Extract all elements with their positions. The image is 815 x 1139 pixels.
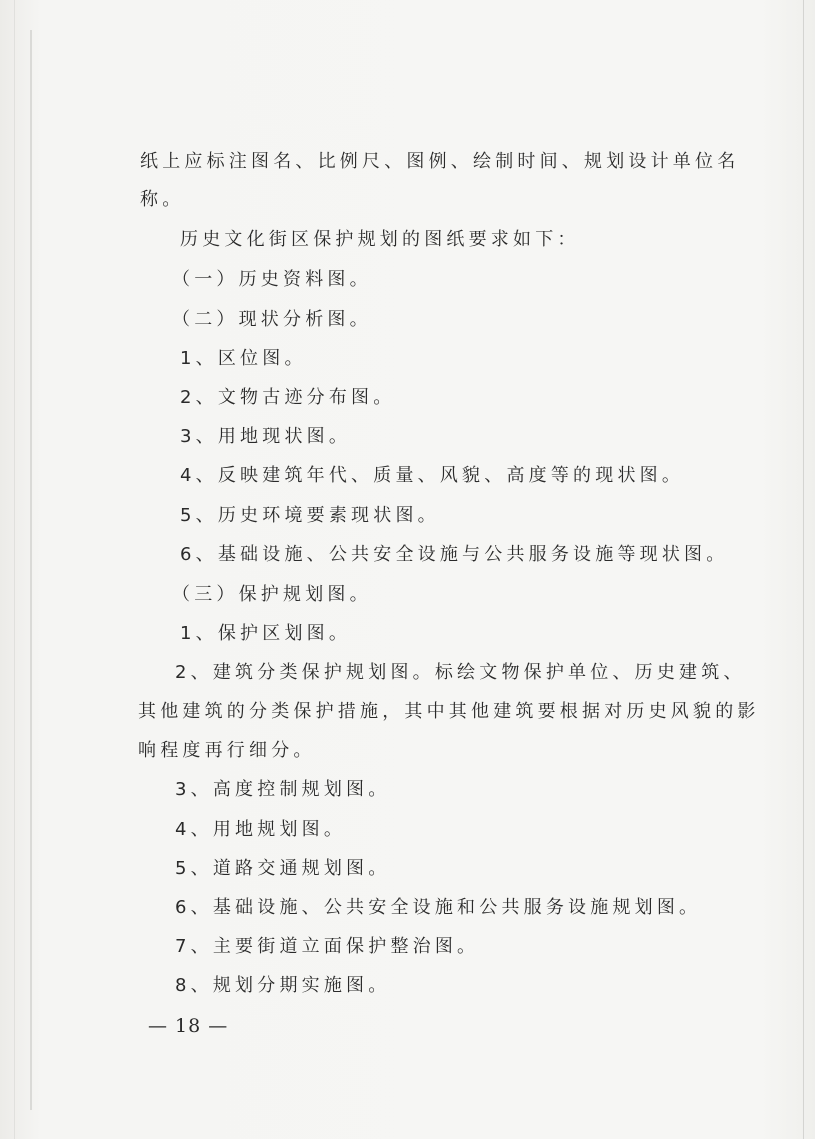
text-line: 称。 [140,189,185,210]
list-item: 4、用地规划图。 [175,819,347,840]
list-heading: （三）保护规划图。 [172,584,372,605]
list-item: 1、区位图。 [180,348,307,369]
list-item: 3、高度控制规划图。 [175,779,391,800]
list-item: 8、规划分期实施图。 [175,975,391,996]
scan-edge-left [14,0,15,1139]
list-item: 5、历史环境要素现状图。 [180,505,440,526]
list-heading: （一）历史资料图。 [172,269,372,290]
text-line: 纸上应标注图名、比例尺、图例、绘制时间、规划设计单位名 [140,151,740,172]
scan-edge-right [803,0,804,1139]
list-item: 7、主要街道立面保护整治图。 [175,936,480,957]
list-item: 1、保护区划图。 [180,623,352,644]
list-item: 2、文物古迹分布图。 [180,387,396,408]
list-heading: （二）现状分析图。 [172,309,372,330]
binding-mark [30,30,32,1110]
list-item: 4、反映建筑年代、质量、风貌、高度等的现状图。 [180,465,685,486]
text-line: 其他建筑的分类保护措施，其中其他建筑要根据对历史风貌的影 [138,701,760,722]
text-line: 响程度再行细分。 [138,740,316,761]
page-number: — 18 — [148,1015,229,1037]
list-item: 2、建筑分类保护规划图。标绘文物保护单位、历史建筑、 [175,662,746,683]
list-item: 5、道路交通规划图。 [175,858,391,879]
list-item: 3、用地现状图。 [180,426,352,447]
text-line: 历史文化街区保护规划的图纸要求如下： [180,229,580,250]
list-item: 6、基础设施、公共安全设施与公共服务设施等现状图。 [180,544,729,565]
list-item: 6、基础设施、公共安全设施和公共服务设施规划图。 [175,897,702,918]
